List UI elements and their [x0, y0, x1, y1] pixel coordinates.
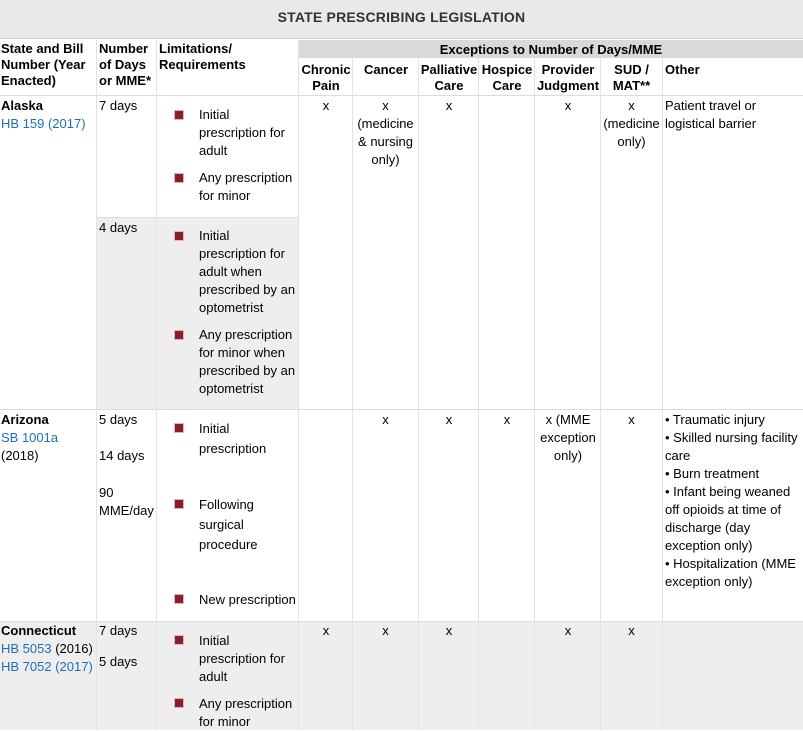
connecticut-bill-1-line: [1, 640, 97, 658]
arizona-other-item: • Infant being weaned off opioids at time of discharge (day exception only): [665, 484, 791, 553]
bullet-icon: [175, 636, 183, 644]
arizona-palliative-mark: x: [445, 412, 453, 427]
header-days: Number of Days or MME*: [99, 41, 151, 88]
arizona-year: (2018): [1, 448, 39, 463]
alaska-sud-mark: x (medicine only): [603, 98, 660, 149]
alaska-days-1: 7 days: [99, 98, 138, 113]
alaska-limitation-1: Initial prescription for adult: [199, 107, 285, 158]
arizona-days-3: 90 MME/day: [99, 485, 154, 518]
bullet-icon: [175, 331, 183, 339]
header-sud: SUD / MAT**: [612, 62, 651, 93]
table-title: STATE PRESCRIBING LEGISLATION: [0, 0, 803, 39]
bullet-icon: [175, 111, 183, 119]
connecticut-palliative-mark: x: [445, 623, 453, 638]
arizona-hospice-mark: x: [503, 412, 511, 427]
col-divider-9: [662, 58, 663, 730]
alaska-state-name: Alaska: [1, 98, 43, 113]
arizona-cancer-mark: x: [382, 412, 389, 427]
connecticut-limitation-2: Any prescription for minor: [199, 696, 293, 729]
alaska-cancer-mark: x (medicine & nursing only): [357, 98, 414, 167]
header-state: State and Bill Number (Year Enacted): [1, 41, 86, 88]
alaska-chronic-pain-mark: x: [322, 98, 330, 113]
arizona-limitation-2: Following surgical procedure: [199, 497, 258, 552]
alaska-bill-link[interactable]: HB 159 (2017): [1, 116, 86, 131]
alaska-state-cell: [1, 97, 95, 133]
connecticut-limitation-1: Initial prescription for adult: [199, 633, 285, 684]
header-palliative: Palliative Care: [420, 62, 478, 93]
alaska-provider-mark: x: [564, 98, 572, 113]
alaska-limitation-3: Initial prescription for adult when prescribed by an optometrist: [199, 228, 296, 315]
alaska-other: Patient travel or logistical barrier: [665, 98, 757, 131]
header-provider: Provider Judgment: [536, 62, 600, 93]
header-limitations: Limitations/ Requirements: [159, 41, 246, 72]
bullet-icon: [175, 595, 183, 603]
connecticut-bill-2-link[interactable]: HB 7052 (2017): [1, 659, 93, 674]
arizona-other-item: • Hospitalization (MME exception only): [665, 556, 796, 589]
header-other: Other: [665, 62, 700, 77]
arizona-other-item: • Burn treatment: [665, 466, 760, 481]
arizona-other-item: • Traumatic injury: [665, 412, 765, 427]
header-chronic-pain: Chronic Pain: [301, 62, 351, 93]
header-bottom-line: [0, 95, 803, 96]
arizona-provider-mark: x (MME exception only): [540, 412, 596, 463]
connecticut-state-name: Connecticut: [1, 623, 77, 638]
arizona-other: [665, 411, 801, 591]
arizona-state-cell: [1, 411, 95, 465]
bullet-icon: [175, 232, 183, 240]
arizona-limitation-1: Initial prescription: [199, 421, 267, 456]
alaska-limitation-2: Any prescription for minor: [199, 170, 293, 203]
arizona-days-1: 5 days: [99, 412, 138, 427]
header-hospice: Hospice Care: [481, 62, 533, 93]
header-cancer: Cancer: [363, 62, 409, 77]
alaska-days-2: 4 days: [99, 220, 138, 235]
arizona-state-name: Arizona: [1, 412, 49, 427]
alaska-palliative-mark: x: [445, 98, 453, 113]
connecticut-state-cell: [1, 622, 97, 676]
connecticut-cancer-mark: x: [382, 623, 389, 638]
bullet-icon: [175, 500, 183, 508]
arizona-days-2: 14 days: [99, 448, 145, 463]
bullet-icon: [175, 174, 183, 182]
col-divider-2: [156, 40, 157, 730]
connecticut-days-1: 7 days: [99, 623, 138, 638]
bullet-icon: [175, 699, 183, 707]
header-exceptions-group: Exceptions to Number of Days/MME: [299, 40, 803, 58]
bullet-icon: [175, 424, 183, 432]
arizona-bill-link[interactable]: SB 1001a: [1, 430, 59, 445]
connecticut-bill-1-link[interactable]: HB 5053: [1, 641, 52, 656]
arizona-other-item: • Skilled nursing facility care: [665, 430, 798, 463]
row-divider-arizona: [0, 409, 803, 410]
connecticut-provider-mark: x: [564, 623, 572, 638]
alaska-limitation-4: Any prescription for minor when prescribed by an optometrist: [199, 327, 296, 396]
arizona-sud-mark: x: [628, 412, 635, 427]
arizona-limitation-3: New prescription: [199, 592, 296, 607]
row-divider-alaska-sub: [97, 217, 299, 218]
connecticut-chronic-pain-mark: x: [322, 623, 330, 638]
connecticut-days-2: 5 days: [99, 654, 138, 669]
connecticut-sud-mark: x: [628, 623, 635, 638]
connecticut-year-1: (2016): [55, 641, 93, 656]
